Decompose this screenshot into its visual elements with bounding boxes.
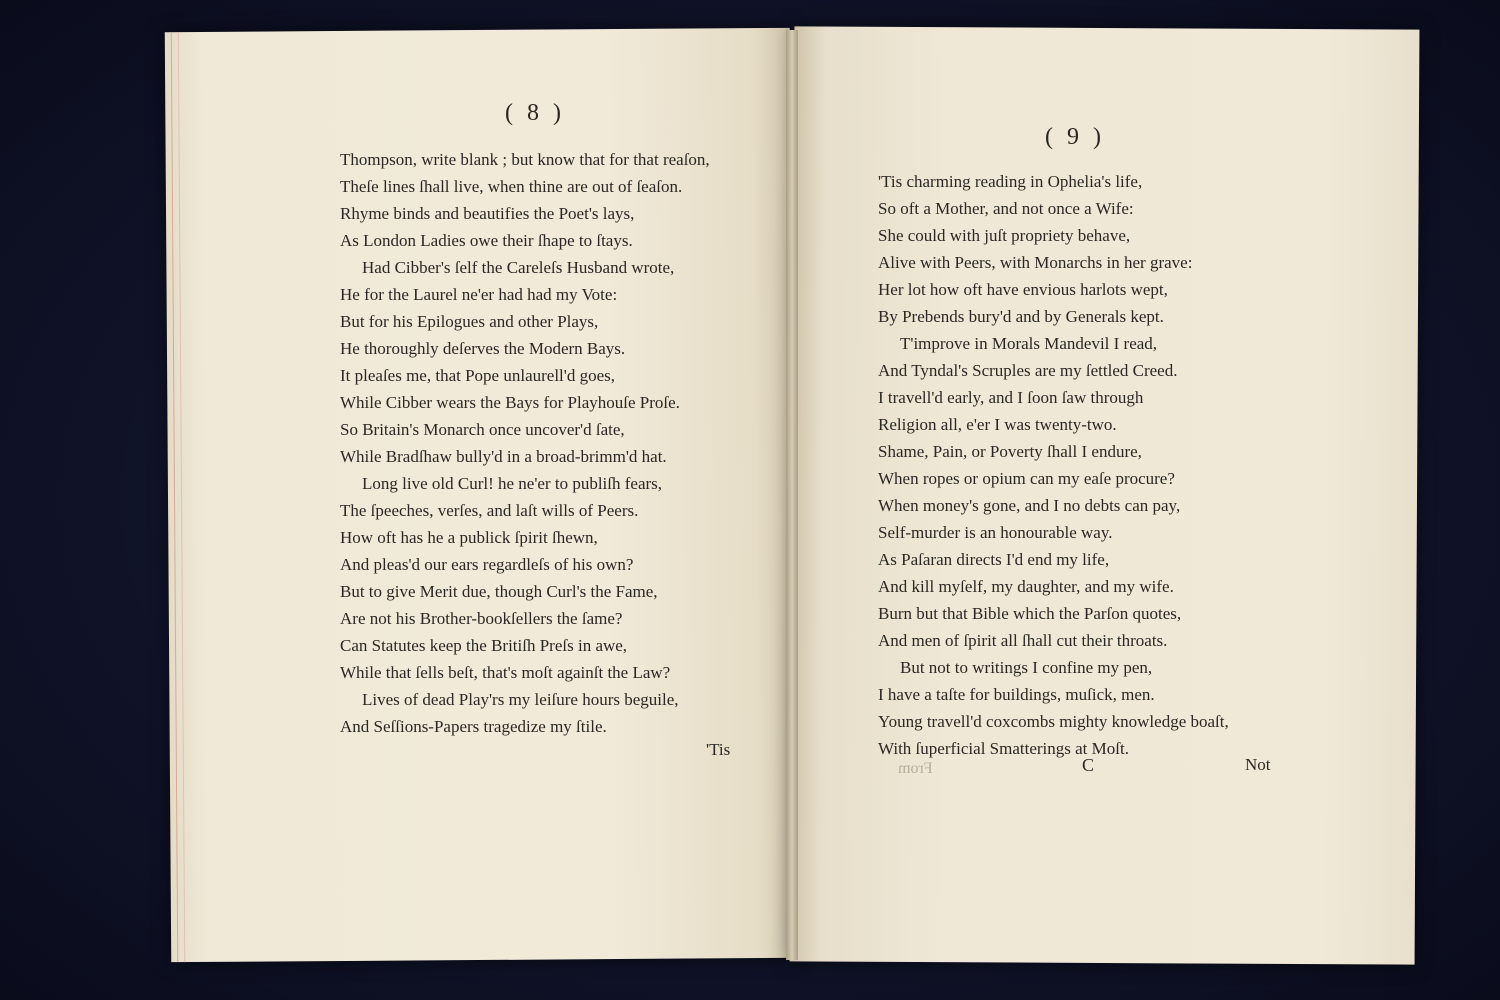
verse-line: As London Ladies owe their ſhape to ſtays. [340, 231, 633, 250]
verse-line: So oft a Mother, and not once a Wife: [878, 199, 1134, 218]
verse-line: As Paſaran directs I'd end my life, [878, 550, 1110, 569]
verse-line: But not to writings I confine my pen, [900, 658, 1153, 677]
verse-line: Long live old Curl! he ne'er to publiſh fears, [362, 474, 663, 493]
verse-line: By Prebends bury'd and by Generals kept. [878, 307, 1164, 326]
verse-line: It pleaſes me, that Pope unlaurell'd goes, [340, 366, 615, 385]
verse-line: Thompson, write blank ; but know that for that reaſon, [340, 150, 710, 169]
catchword-right: Not [1245, 755, 1271, 774]
book-gutter [786, 30, 798, 960]
verse-line: Young travell'd coxcombs mighty knowledge boaſt, [878, 712, 1229, 731]
verse-line: He thoroughly deſerves the Modern Bays. [340, 339, 626, 358]
verse-line: Lives of dead Play'rs my leiſure hours beguile, [362, 690, 679, 709]
page-number-left: ( 8 ) [505, 100, 565, 126]
verse-line: Alive with Peers, with Monarchs in her grave: [878, 253, 1193, 272]
verse-line: The ſpeeches, verſes, and laſt wills of Peers. [340, 501, 639, 520]
verse-line: Theſe lines ſhall live, when thine are out of ſeaſon. [340, 177, 683, 196]
verse-line: And pleas'd our ears regardleſs of his own? [340, 555, 634, 574]
verse-line: While Cibber wears the Bays for Playhouſe Proſe. [340, 393, 680, 412]
left-page-text [340, 146, 710, 740]
verse-line: Her lot how oft have envious harlots wept, [878, 280, 1168, 299]
verse-line: I have a taſte for buildings, muſick, men. [878, 685, 1155, 704]
verse-line: He for the Laurel ne'er had had my Vote: [340, 285, 618, 304]
verse-line: Rhyme binds and beautifies the Poet's lays, [340, 204, 635, 223]
verse-line: With ſuperficial Smatterings at Moſt. [878, 739, 1129, 758]
verse-line: But to give Merit due, though Curl's the Fame, [340, 582, 658, 601]
verse-line: And men of ſpirit all ſhall cut their throats. [878, 631, 1168, 650]
verse-line: While that ſells beſt, that's moſt againſt the Law? [340, 663, 671, 682]
verse-line: Religion all, e'er I was twenty-two. [878, 415, 1117, 434]
verse-line: But for his Epilogues and other Plays, [340, 312, 599, 331]
verse-line: T'improve in Morals Mandevil I read, [900, 334, 1158, 353]
verse-line: When money's gone, and I no debts can pay, [878, 496, 1181, 515]
verse-line: And Seſſions-Papers tragedize my ſtile. [340, 717, 607, 736]
verse-line: So Britain's Monarch once uncover'd ſate, [340, 420, 625, 439]
verse-line: And Tyndal's Scruples are my ſettled Creed. [878, 361, 1178, 380]
verse-line: When ropes or opium can my eaſe procure? [878, 469, 1175, 488]
verse-line: Self-murder is an honourable way. [878, 523, 1113, 542]
verse-line: 'Tis charming reading in Ophelia's life, [878, 172, 1143, 191]
page-number-right: ( 9 ) [1045, 124, 1105, 150]
right-page-text [878, 168, 1229, 762]
verse-line: Are not his Brother-bookſellers the ſame? [340, 609, 623, 628]
verse-line: And kill myſelf, my daughter, and my wife. [878, 577, 1174, 596]
showthrough-text: From [898, 760, 933, 777]
verse-line: She could with juſt propriety behave, [878, 226, 1131, 245]
verse-line: While Bradſhaw bully'd in a broad-brimm'd hat. [340, 447, 667, 466]
verse-line: Had Cibber's ſelf the Careleſs Husband wrote, [362, 258, 675, 277]
verse-line: Can Statutes keep the Britiſh Preſs in awe, [340, 636, 628, 655]
signature-mark: C [1082, 755, 1095, 775]
catchword-left: 'Tis [706, 740, 731, 759]
verse-line: Burn but that Bible which the Parſon quotes, [878, 604, 1182, 623]
verse-line: Shame, Pain, or Poverty ſhall I endure, [878, 442, 1142, 461]
verse-line: How oft has he a publick ſpirit ſhewn, [340, 528, 598, 547]
verse-line: I travell'd early, and I ſoon ſaw through [878, 388, 1144, 407]
